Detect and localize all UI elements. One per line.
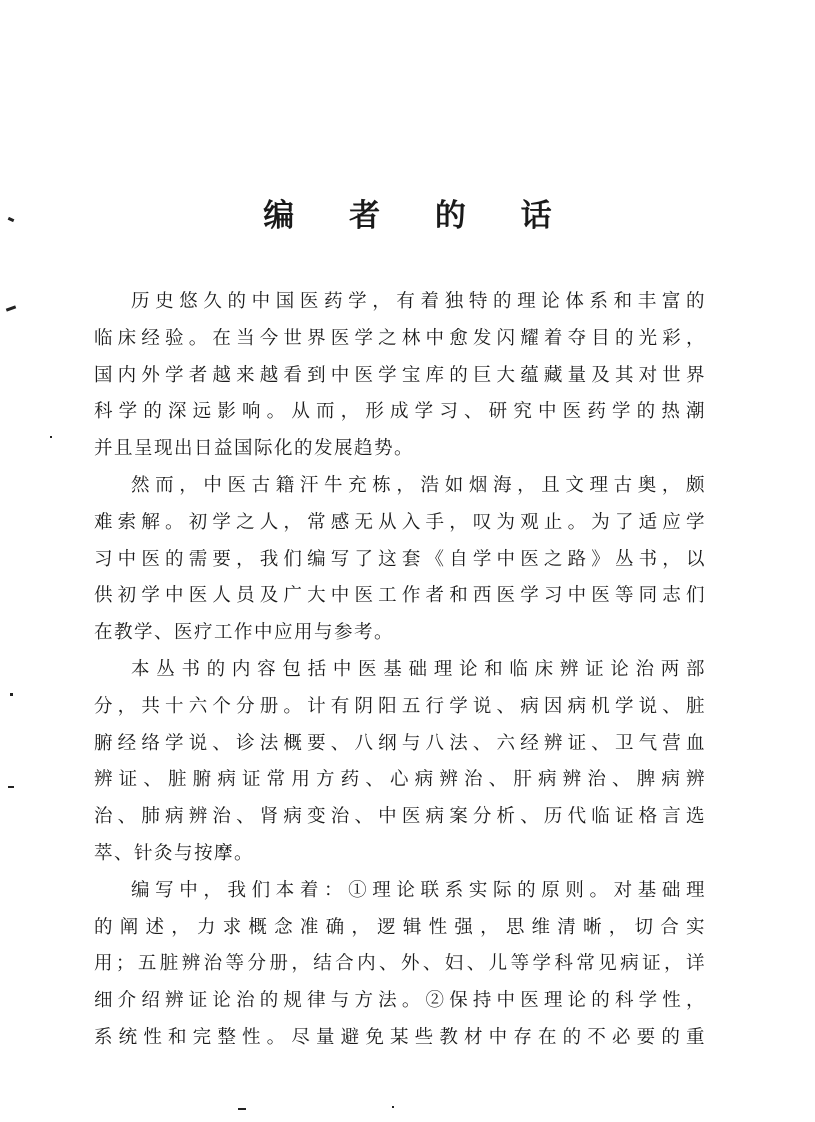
page-title: 编 者 的 话 <box>263 198 574 234</box>
paragraph-3 <box>94 652 706 873</box>
paragraph-line: 供初学中医人员及广大中医工作者和西医学习中医等同志们 <box>94 585 706 607</box>
paragraph-4 <box>94 873 706 1057</box>
paragraph-line: 系统性和完整性。尽量避免某些教材中存在的不必要的重 <box>94 1026 706 1048</box>
body-text <box>94 284 706 1057</box>
paragraph-line: 分，共十六个分册。计有阴阳五行学说、病因病机学说、脏 <box>94 695 706 717</box>
paragraph-line: 编写中，我们本着：①理论联系实际的原则。对基础理 <box>131 879 706 901</box>
paragraph-line: 在教学、医疗工作中应用与参考。 <box>94 622 395 644</box>
paragraph-line: 细介绍辨证论治的规律与方法。②保持中医理论的科学性， <box>94 990 706 1012</box>
paragraph-line: 萃、针灸与按摩。 <box>94 842 255 864</box>
scan-mark <box>10 693 13 696</box>
paragraph-line: 辨证、脏腑病证常用方药、心病辨治、肝病辨治、脾病辨 <box>94 769 706 791</box>
paragraph-line: 本丛书的内容包括中医基础理论和临床辨证论治两部 <box>131 658 706 680</box>
scan-mark <box>392 1106 394 1108</box>
scan-mark <box>6 305 16 311</box>
scan-mark <box>8 786 14 788</box>
scan-mark <box>238 1108 246 1110</box>
paragraph-line: 国内外学者越来越看到中医学宝库的巨大蕴藏量及其对世界 <box>94 364 706 386</box>
paragraph-line: 难索解。初学之人，常感无从入手，叹为观止。为了适应学 <box>94 511 706 533</box>
paragraph-line: 并且呈现出日益国际化的发展趋势。 <box>94 438 415 460</box>
paragraph-2 <box>94 468 706 652</box>
paragraph-line: 习中医的需要，我们编写了这套《自学中医之路》丛书，以 <box>94 548 706 570</box>
paragraph-line: 临床经验。在当今世界医学之林中愈发闪耀着夺目的光彩， <box>94 327 706 349</box>
paragraph-line: 的阐述，力求概念准确，逻辑性强，思维清晰，切合实 <box>94 916 706 938</box>
paragraph-line: 历史悠久的中国医药学，有着独特的理论体系和丰富的 <box>131 291 706 312</box>
paragraph-line: 用；五脏辨治等分册，结合内、外、妇、儿等学科常见病证，详 <box>94 953 706 975</box>
scan-mark <box>50 436 52 438</box>
paragraph-line: 腑经络学说、诊法概要、八纲与八法、六经辨证、卫气营血 <box>94 732 706 754</box>
paragraph-line: 然而，中医古籍汗牛充栋，浩如烟海，且文理古奥，颇 <box>131 474 706 496</box>
paragraph-line: 治、肺病辨治、肾病变治、中医病案分析、历代临证格言选 <box>94 806 706 828</box>
paragraph-line: 科学的深远影响。从而，形成学习、研究中医药学的热潮 <box>94 401 706 423</box>
paragraph-1 <box>94 284 706 468</box>
